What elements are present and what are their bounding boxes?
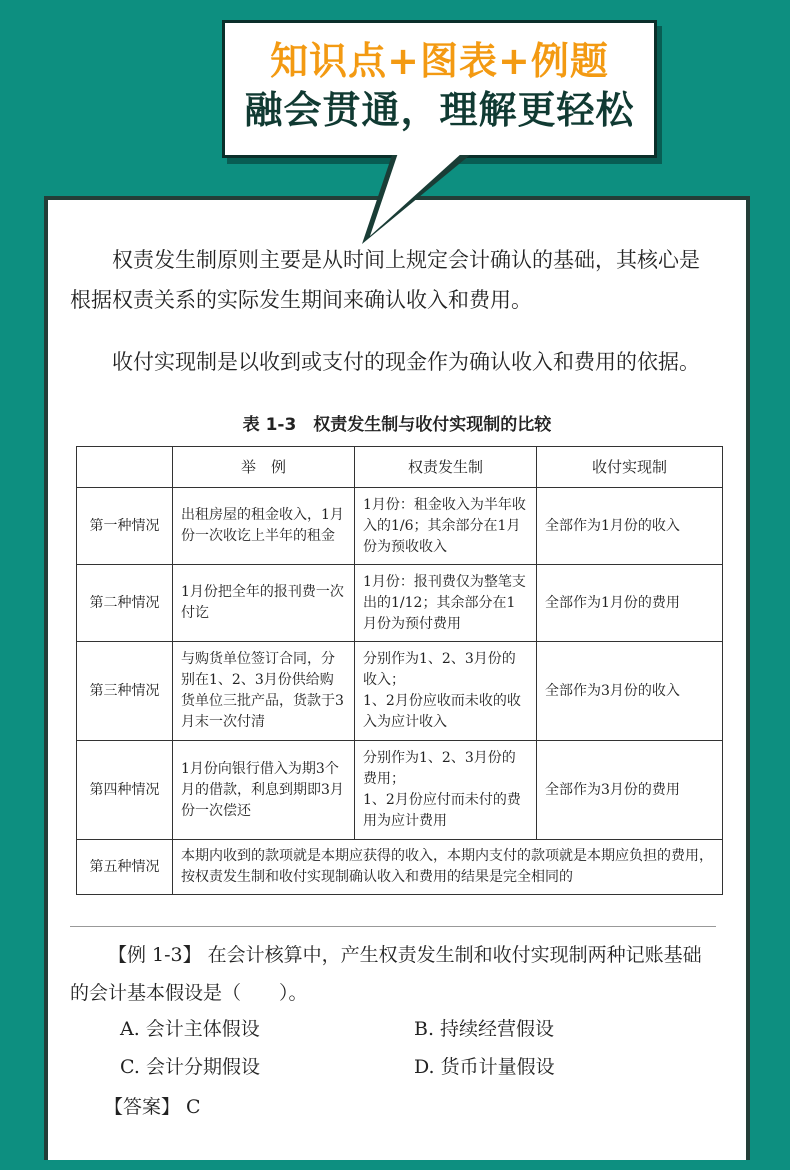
- row-label: 第三种情况: [77, 642, 173, 741]
- table-header-row: [77, 447, 723, 488]
- cell-accrual: 1月份：租金收入为半年收入的1/6；其余部分在1月份为预收收入: [355, 488, 537, 565]
- callout-line-2: 融会贯通，理解更轻松: [244, 88, 635, 132]
- row-label: 第五种情况: [77, 840, 173, 895]
- header-example: 举 例: [173, 447, 355, 488]
- paragraph-cash: 收付实现制是以收到或支付的现金作为确认收入和费用的依据。: [112, 350, 700, 374]
- cell-example: 1月份向银行借入为期3个月的借款，利息到期即3月份一次偿还: [173, 741, 355, 840]
- table-row: [77, 741, 723, 840]
- table-row: [77, 642, 723, 741]
- example-question: 【例 1-3】 在会计核算中，产生权责发生制和收付实现制两种记账基础的会计基本假设是（ ）。: [70, 944, 702, 1004]
- header-accrual: 权责发生制: [355, 447, 537, 488]
- option-b: B. 持续经营假设: [414, 1018, 555, 1040]
- textbook-page: [44, 196, 750, 1160]
- table-caption: 表 1-3 权责发生制与收付实现制的比较: [242, 415, 552, 435]
- table-row: [77, 565, 723, 642]
- table-row: [77, 488, 723, 565]
- header-cash: 收付实现制: [537, 447, 723, 488]
- callout-tail: [0, 0, 790, 260]
- cell-example: 1月份把全年的报刊费一次付讫: [173, 565, 355, 642]
- option-c: C. 会计分期假设: [120, 1056, 260, 1078]
- paragraph-accrual: 权责发生制原则主要是从时间上规定会计确认的基础，其核心是根据权责关系的实际发生期间来确认收入和费用。: [70, 248, 700, 312]
- cell-example: 与购货单位签订合同，分别在1、2、3月份供给购货单位三批产品，货款于3月末一次付清: [173, 642, 355, 741]
- cell-example: 出租房屋的租金收入，1月份一次收讫上半年的租金: [173, 488, 355, 565]
- answer: 【答案】 C: [104, 1096, 201, 1118]
- cell-cash: 全部作为1月份的费用: [537, 565, 723, 642]
- header-blank: [77, 447, 173, 488]
- option-a: A. 会计主体假设: [120, 1018, 260, 1040]
- row-label: 第二种情况: [77, 565, 173, 642]
- cell-cash: 全部作为3月份的收入: [537, 642, 723, 741]
- option-d: D. 货币计量假设: [414, 1056, 555, 1078]
- cell-cash: 全部作为3月份的费用: [537, 741, 723, 840]
- cell-accrual: 分别作为1、2、3月份的收入； 1、2月份应收而未收的收入为应计收入: [355, 642, 537, 741]
- cell-accrual: 1月份：报刊费仅为整笔支出的1/12；其余部分在1月份为预付费用: [355, 565, 537, 642]
- row-label: 第一种情况: [77, 488, 173, 565]
- divider: [70, 926, 716, 927]
- cell-cash: 全部作为1月份的收入: [537, 488, 723, 565]
- cell-merged: 本期内收到的款项就是本期应获得的收入，本期内支付的款项就是本期应负担的费用，按权责发生制和收付实现制确认收入和费用的结果是完全相同的: [173, 840, 723, 895]
- cell-accrual: 分别作为1、2、3月份的费用； 1、2月份应付而未付的费用为应计费用: [355, 741, 537, 840]
- row-label: 第四种情况: [77, 741, 173, 840]
- table-row: [77, 840, 723, 895]
- comparison-table: [76, 446, 723, 895]
- callout-line-1: 知识点+图表+例题: [270, 39, 609, 83]
